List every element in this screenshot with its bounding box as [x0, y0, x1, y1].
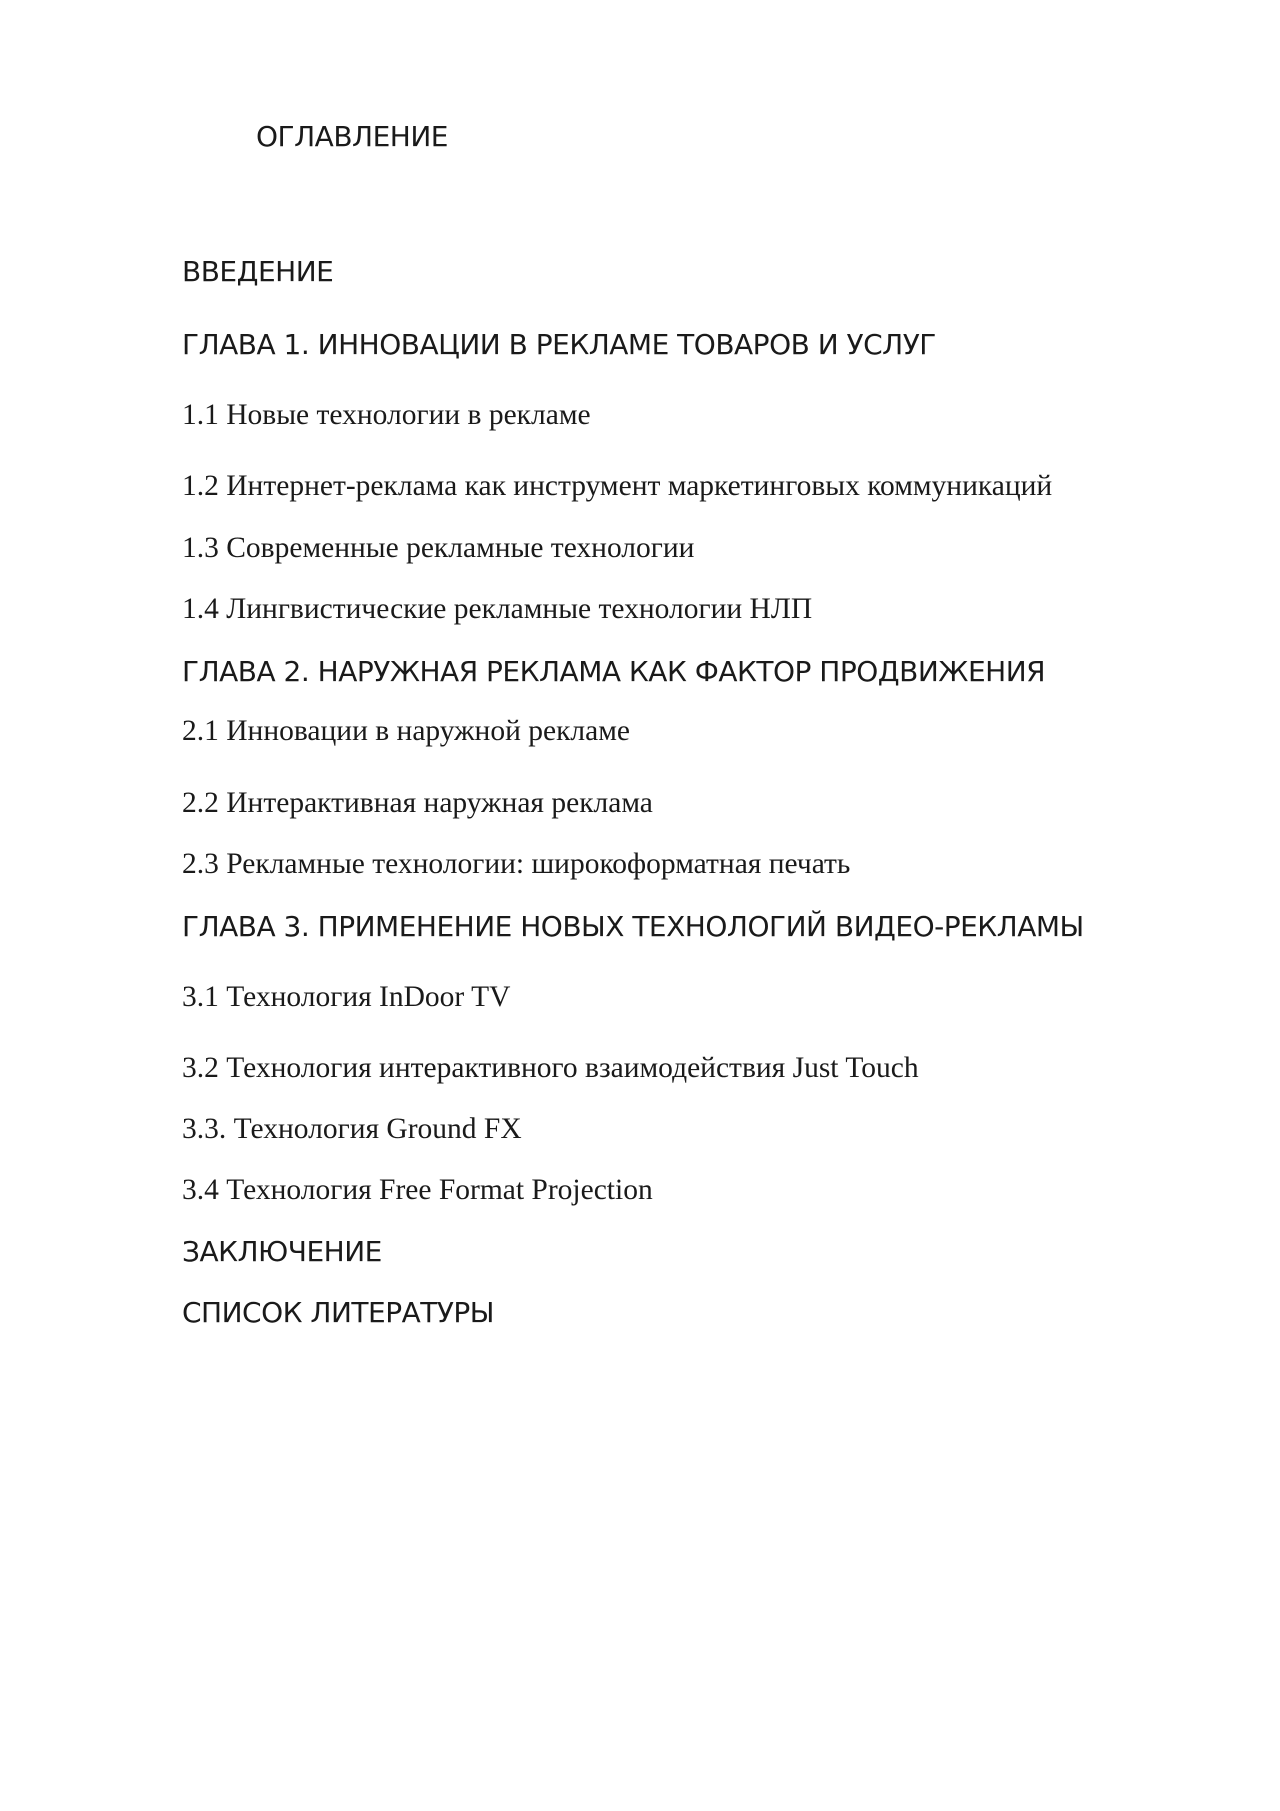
toc-entry-section-1-4: 1.4 Лингвистические рекламные технологии НЛП [182, 593, 813, 625]
toc-entry-section-3-2: 3.2 Технология интерактивного взаимодействия Just Touch [182, 1052, 919, 1084]
toc-entry-section-1-2: 1.2 Интернет-реклама как инструмент маркетинговых коммуникаций [182, 470, 1053, 502]
toc-entry-section-2-3: 2.3 Рекламные технологии: широкоформатная печать [182, 848, 851, 880]
toc-entry-section-1-1: 1.1 Новые технологии в рекламе [182, 399, 591, 431]
toc-entry-chapter-1: ГЛАВА 1. ИННОВАЦИИ В РЕКЛАМЕ ТОВАРОВ И УСЛУГ [182, 328, 936, 361]
toc-entry-section-2-1: 2.1 Инновации в наружной рекламе [182, 715, 630, 747]
toc-entry-conclusion: ЗАКЛЮЧЕНИЕ [182, 1235, 382, 1268]
toc-entry-section-2-2: 2.2 Интерактивная наружная реклама [182, 787, 653, 819]
toc-entry-section-3-3: 3.3. Технология Ground FX [182, 1113, 522, 1145]
toc-entry-chapter-3: ГЛАВА 3. ПРИМЕНЕНИЕ НОВЫХ ТЕХНОЛОГИЙ ВИДЕО-РЕКЛАМЫ [182, 910, 1084, 943]
toc-entry-introduction: ВВЕДЕНИЕ [182, 255, 334, 288]
toc-entry-references: СПИСОК ЛИТЕРАТУРЫ [182, 1296, 495, 1329]
toc-title: ОГЛАВЛЕНИЕ [256, 120, 448, 153]
toc-entry-section-3-1: 3.1 Технология InDoor TV [182, 981, 511, 1013]
toc-entry-section-1-3: 1.3 Современные рекламные технологии [182, 532, 695, 564]
toc-entry-section-3-4: 3.4 Технология Free Format Projection [182, 1174, 653, 1206]
toc-entry-chapter-2: ГЛАВА 2. НАРУЖНАЯ РЕКЛАМА КАК ФАКТОР ПРОДВИЖЕНИЯ [182, 655, 1046, 688]
